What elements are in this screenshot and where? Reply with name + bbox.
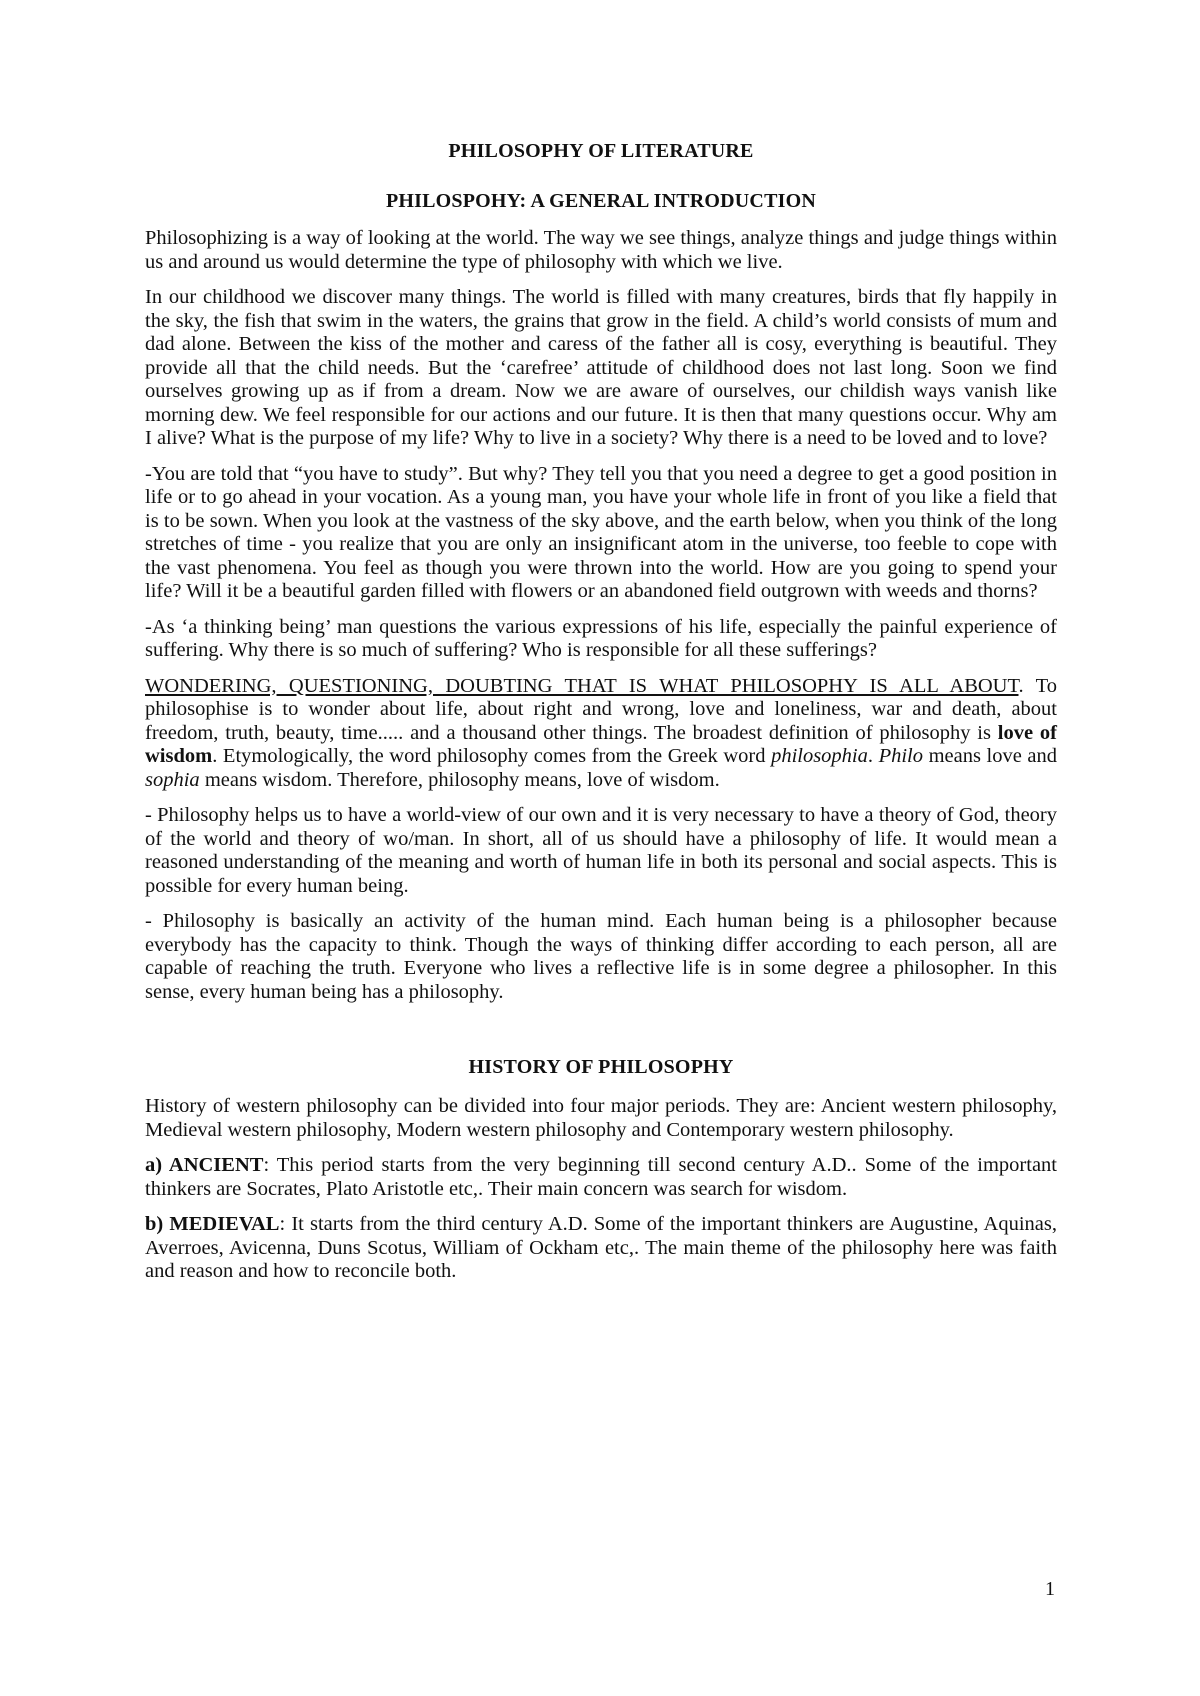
paragraph-medieval bbox=[145, 1213, 1057, 1284]
philosophia-term: philosophia bbox=[771, 745, 868, 767]
ancient-text: : This period starts from the very beginning till second century A.D.. Some of the important thinkers are Socrates, Plato Aristotle etc,. Their main concern was search for wisdom. bbox=[145, 1154, 1057, 1200]
section-heading-history: HISTORY OF PHILOSOPHY bbox=[468, 1056, 734, 1078]
document-title: PHILOSOPHY OF LITERATURE bbox=[448, 140, 754, 162]
ancient-label: a) ANCIENT bbox=[145, 1154, 264, 1176]
sophia-term: sophia bbox=[145, 768, 200, 791]
paragraph-study: -You are told that “you have to study”. But why? They tell you that you need a degree to get a good position in life or to go ahead in your vocation. As a young man, you have your whole life in front of you like a field that is to be sown. When you look at the vastness of the sky above, and the earth below, when you think of the long stretches of time - you realize that you are only an insignificant atom in the universe, too feeble to cope with the vast phenomena. You feel as though you were thrown into the world. How are you going to spend your life? Will it be a beautiful garden filled with flowers or an abandoned field outgrown with weeds and thorns? bbox=[145, 462, 1057, 602]
love-of-wisdom-term: love of wisdom bbox=[145, 721, 1057, 767]
medieval-label: b) MEDIEVAL bbox=[145, 1213, 280, 1235]
paragraph-human-mind: - Philosophy is basically an activity of the human mind. Each human being is a philosopher because everybody has the capacity to think. Though the ways of thinking differ according to each person, all are capable of reaching the truth. Everyone who lives a reflective life is in some degree a philosopher. In this sense, every human being has a philosophy. bbox=[145, 910, 1057, 1003]
wondering-text-e: means wisdom. Therefore, philosophy means, love of wisdom. bbox=[199, 768, 720, 791]
wondering-text-c: . bbox=[867, 745, 879, 767]
paragraph-childhood: In our childhood we discover many things. The world is filled with many creatures, birds that fly happily in the sky, the fish that swim in the waters, the grains that grow in the field. A child’s world consists of mum and dad alone. Between the kiss of the mother and caress of the father all is cosy, everything is beautiful. They provide all that the child needs. But the ‘carefree’ attitude of childhood does not last long. Soon we find ourselves growing up as if from a dream. Now we are aware of ourselves, our childish ways vanish like morning dew. We feel responsible for our actions and our future. It is then that many questions occur. Why am I alive? What is the purpose of my life? Why to live in a society? Why there is a need to be loved and to love? bbox=[145, 286, 1057, 449]
medieval-text: : It starts from the third century A.D. Some of the important thinkers are Augustine, Aquinas, Averroes, Avicenna, Duns Scotus, William of Ockham etc,. The main theme of the philosophy here was faith and reason and how to reconcile both. bbox=[145, 1213, 1057, 1282]
paragraph-history: History of western philosophy can be divided into four major periods. They are: Ancient western philosophy, Medieval western philosophy, Modern western philosophy and Contemporary western philosophy. bbox=[145, 1095, 1057, 1141]
paragraph-thinking-being: -As ‘a thinking being’ man questions the various expressions of his life, especially the painful experience of suffering. Why there is so much of suffering? Who is responsible for all these sufferings? bbox=[145, 615, 1057, 661]
philo-term: Philo bbox=[878, 745, 924, 767]
paragraph-wondering bbox=[145, 675, 1057, 793]
section-spacer bbox=[145, 1016, 1057, 1056]
paragraph-philosophizing: Philosophizing is a way of looking at the world. The way we see things, analyze things and judge things within us and around us would determine the type of philosophy with which we live. bbox=[145, 227, 1057, 273]
document-body bbox=[145, 140, 1057, 1296]
section-heading-introduction: PHILOSPOHY: A GENERAL INTRODUCTION bbox=[385, 190, 817, 212]
wondering-emphasis: WONDERING, QUESTIONING, DOUBTING THAT IS WHAT PHILOSOPHY IS ALL ABOUT bbox=[145, 674, 1019, 697]
wondering-text-d: means love and bbox=[923, 745, 1058, 767]
paragraph-world-view: - Philosophy helps us to have a world-view of our own and it is very necessary to have a theory of God, theory of the world and theory of wo/man. In short, all of us should have a philosophy of life. It would mean a reasoned understanding of the meaning and worth of human life in both its personal and social aspects. This is possible for every human being. bbox=[145, 804, 1057, 897]
paragraph-ancient bbox=[145, 1154, 1057, 1201]
page-number: 1 bbox=[1045, 1578, 1055, 1600]
wondering-text-a: . To philosophise is to wonder about life, about right and wrong, love and loneliness, war and death, about freedom, truth, beauty, time..... and a thousand other things. The broadest definition of philosophy is bbox=[145, 674, 1057, 744]
wondering-text-b: . Etymologically, the word philosophy comes from the Greek word bbox=[212, 745, 772, 767]
